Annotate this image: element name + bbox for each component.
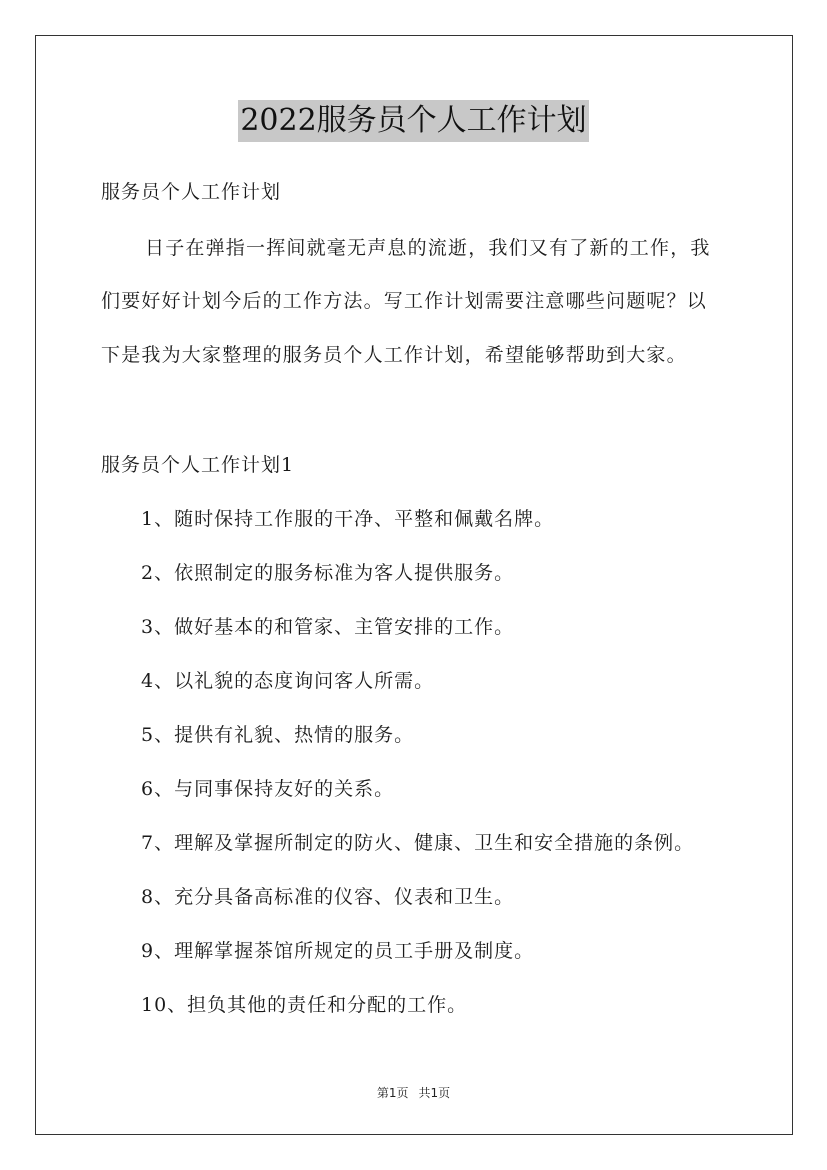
intro-line-1: 日子在弹指一挥间就毫无声息的流逝，我们又有了新的工作，我 [145, 237, 711, 259]
document-title: 2022服务员个人工作计划 [238, 100, 588, 142]
list-item: 1、随时保持工作服的干净、平整和佩戴名牌。 [141, 508, 555, 530]
list-item: 8、充分具备高标准的仪容、仪表和卫生。 [141, 886, 515, 908]
page-number-total: 共1页 [418, 1086, 451, 1100]
page-footer [0, 1084, 827, 1101]
document-subtitle: 服务员个人工作计划 [101, 181, 282, 203]
section-heading: 服务员个人工作计划1 [101, 454, 295, 476]
intro-line-3: 下是我为大家整理的服务员个人工作计划，希望能够帮助到大家。 [101, 344, 687, 366]
list-item: 5、提供有礼貌、热情的服务。 [141, 724, 415, 746]
title-container [0, 100, 827, 142]
list-item: 7、理解及掌握所制定的防火、健康、卫生和安全措施的条例。 [141, 832, 695, 854]
list-item: 3、做好基本的和管家、主管安排的工作。 [141, 616, 515, 638]
list-item: 10、担负其他的责任和分配的工作。 [141, 994, 468, 1016]
list-item: 4、以礼貌的态度询问客人所需。 [141, 670, 435, 692]
intro-line-2: 们要好好计划今后的工作方法。写工作计划需要注意哪些问题呢？以 [101, 290, 708, 312]
page-number-current: 第1页 [376, 1086, 409, 1100]
list-item: 9、理解掌握茶馆所规定的员工手册及制度。 [141, 940, 535, 962]
list-item: 2、依照制定的服务标准为客人提供服务。 [141, 562, 515, 584]
list-item: 6、与同事保持友好的关系。 [141, 778, 395, 800]
